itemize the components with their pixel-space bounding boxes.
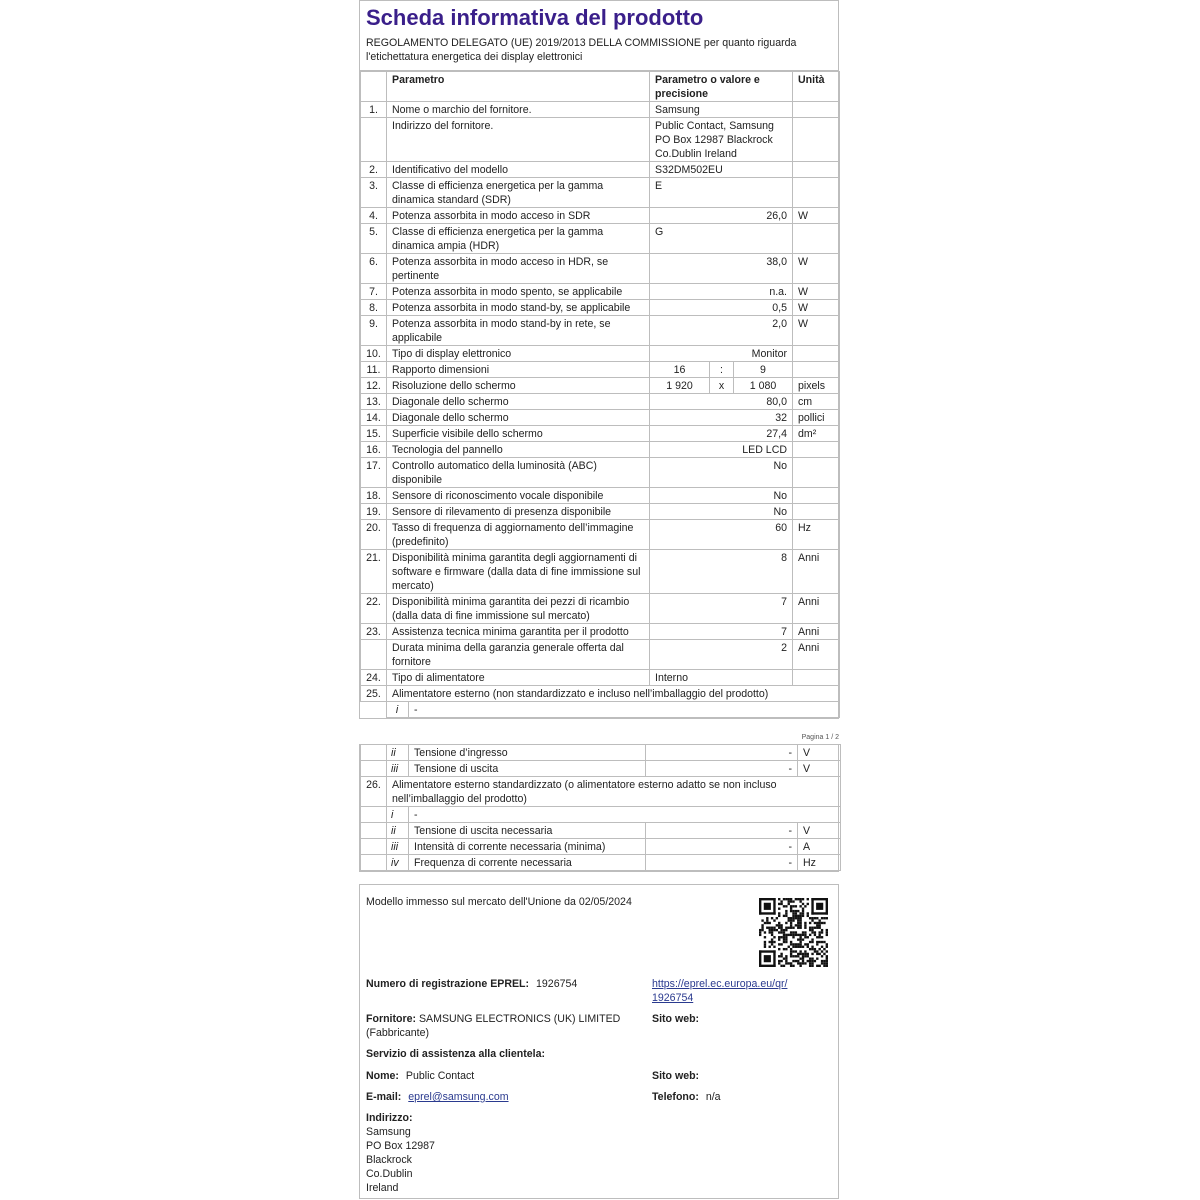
table-row [361, 823, 841, 839]
row-number: 21. [361, 550, 387, 594]
page-number: Pagina 1 / 2 [801, 734, 839, 741]
address-line: Blackrock [366, 1154, 412, 1166]
row-unit [793, 118, 840, 162]
row-parameter: Assistenza tecnica minima garantita per il prodotto [387, 624, 650, 640]
row-parameter: Potenza assorbita in modo stand-by in rete, se applicabile [387, 316, 650, 346]
row-number: 10. [361, 346, 387, 362]
row-unit: W [793, 254, 840, 284]
row-value: 60 [650, 520, 793, 550]
row-unit [793, 178, 840, 208]
row-value: No [650, 504, 793, 520]
row-number [361, 761, 387, 777]
row-value: 80,0 [650, 394, 793, 410]
row-unit: Anni [793, 640, 840, 670]
table-row [361, 442, 840, 458]
row-value: n.a. [650, 284, 793, 300]
sub-row-value: - [414, 704, 418, 716]
row-number: 4. [361, 208, 387, 224]
row-value: 38,0 [650, 254, 793, 284]
row-number [361, 640, 387, 670]
row-unit [793, 102, 840, 118]
address-line: PO Box 12987 [366, 1140, 435, 1152]
table-row [361, 118, 840, 162]
roman-numeral: ii [387, 823, 409, 839]
row-value-a: 16 [650, 362, 710, 378]
table-row [361, 670, 840, 686]
row-unit: A [798, 839, 841, 855]
row-parameter: Potenza assorbita in modo acceso in HDR, se pertinente [387, 254, 650, 284]
row-parameter: Potenza assorbita in modo stand-by, se applicabile [387, 300, 650, 316]
product-sheet-page-1 [359, 0, 839, 719]
table-row [361, 624, 840, 640]
table-header-row [361, 72, 840, 102]
row-unit: pollici [793, 410, 840, 426]
power-supply-table [360, 744, 841, 871]
name-value: Public Contact [405, 1070, 475, 1082]
row-unit [793, 162, 840, 178]
table-row [361, 178, 840, 208]
row-number: 6. [361, 254, 387, 284]
placed-on-market-text: Modello immesso sul mercato dell'Unione da 02/05/2024 [366, 896, 632, 908]
row-value: S32DM502EU [650, 162, 793, 178]
row-parameter: Classe di efficienza energetica per la gamma dinamica ampia (HDR) [387, 224, 650, 254]
product-sheet-page-2 [359, 744, 839, 872]
table-row [361, 426, 840, 442]
row-number: 8. [361, 300, 387, 316]
table-row [361, 346, 840, 362]
row-unit [793, 488, 840, 504]
row-number [361, 855, 387, 871]
row-number: 3. [361, 178, 387, 208]
website-label: Sito web: [652, 1013, 700, 1025]
row-number: 18. [361, 488, 387, 504]
roman-numeral: i [387, 702, 409, 717]
table-row [361, 488, 840, 504]
registration-info-panel [359, 884, 839, 1199]
website-label-2: Sito web: [652, 1070, 700, 1082]
row-value-a: 1 920 [650, 378, 710, 394]
table-row [361, 362, 840, 378]
row-value: 8 [650, 550, 793, 594]
row-parameter: Tipo di alimentatore [387, 670, 650, 686]
customer-service-heading: Servizio di assistenza alla clientela: [366, 1048, 545, 1060]
table-row [361, 640, 840, 670]
header-value: Parametro o valore e precisione [650, 72, 793, 102]
row-parameter: Identificativo del modello [387, 162, 650, 178]
row-number: 11. [361, 362, 387, 378]
row-value: - [646, 745, 798, 761]
name-label: Nome: [366, 1070, 399, 1082]
row-unit [793, 346, 840, 362]
row-value: Samsung [650, 102, 793, 118]
row-unit: W [793, 208, 840, 224]
row-unit: V [798, 745, 841, 761]
row-unit [793, 362, 840, 378]
row-value: 32 [650, 410, 793, 426]
table-row [361, 686, 840, 702]
page-title: Scheda informativa del prodotto [366, 5, 704, 30]
row-parameter: Sensore di rilevamento di presenza disponibile [387, 504, 650, 520]
row-unit: dm² [793, 426, 840, 442]
row-number: 15. [361, 426, 387, 442]
row-value: 7 [650, 624, 793, 640]
row-parameter: Intensità di corrente necessaria (minima) [409, 839, 646, 855]
row-number [361, 118, 387, 162]
row-unit [793, 504, 840, 520]
row-number: 9. [361, 316, 387, 346]
row-value: 27,4 [650, 426, 793, 442]
sub-row-cell [387, 702, 840, 718]
row-number: 20. [361, 520, 387, 550]
table-row [361, 520, 840, 550]
table-row [361, 855, 841, 871]
row-number: 19. [361, 504, 387, 520]
roman-numeral: i [387, 807, 409, 823]
row-parameter: Tensione d’ingresso [409, 745, 646, 761]
roman-numeral: iii [387, 839, 409, 855]
row-value-sep: : [710, 362, 734, 378]
email-link[interactable]: eprel@samsung.com [408, 1091, 509, 1103]
row-number: 14. [361, 410, 387, 426]
row-parameter: Tasso di frequenza di aggiornamento dell’immagine (predefinito) [387, 520, 650, 550]
row-parameter: Superficie visibile dello schermo [387, 426, 650, 442]
row-unit [793, 458, 840, 488]
table-row [361, 394, 840, 410]
row-value: No [650, 488, 793, 504]
row-unit: V [798, 761, 841, 777]
row-number: 12. [361, 378, 387, 394]
row-value: - [646, 823, 798, 839]
table-row [361, 594, 840, 624]
header-unit: Unità [793, 72, 840, 102]
header-param: Parametro [387, 72, 650, 102]
roman-numeral: iii [387, 761, 409, 777]
row-unit: Hz [798, 855, 841, 871]
table-row [361, 839, 841, 855]
row-parameter: Controllo automatico della luminosità (ABC) disponibile [387, 458, 650, 488]
row-number: 25. [361, 686, 387, 702]
row-value-sep: x [710, 378, 734, 394]
table-row [361, 284, 840, 300]
email-label: E-mail: [366, 1091, 402, 1103]
row-parameter: Disponibilità minima garantita degli aggiornamenti di software e firmware (dalla data di fine immissione sul mercato) [387, 550, 650, 594]
row-value: 7 [650, 594, 793, 624]
row-parameter: Tensione di uscita necessaria [409, 823, 646, 839]
row-parameter: Risoluzione dello schermo [387, 378, 650, 394]
row-parameter: Potenza assorbita in modo spento, se applicabile [387, 284, 650, 300]
row-value: 26,0 [650, 208, 793, 224]
row-value: LED LCD [650, 442, 793, 458]
row-unit: W [793, 316, 840, 346]
sheet-header [360, 1, 838, 71]
row-value: Public Contact, Samsung PO Box 12987 Blackrock Co.Dublin Ireland [650, 118, 793, 162]
row-unit [793, 670, 840, 686]
address-line: Samsung [366, 1126, 411, 1138]
row-parameter: Tecnologia del pannello [387, 442, 650, 458]
row-number [361, 807, 387, 823]
row-parameter: Sensore di riconoscimento vocale disponibile [387, 488, 650, 504]
row-value: E [650, 178, 793, 208]
sub-row-value: - [409, 807, 841, 823]
roman-numeral: ii [387, 745, 409, 761]
row-parameter: Diagonale dello schermo [387, 410, 650, 426]
row-number [361, 702, 387, 718]
table-row [361, 504, 840, 520]
table-row [361, 208, 840, 224]
row-parameter: Diagonale dello schermo [387, 394, 650, 410]
supplier-label: Fornitore: [366, 1013, 417, 1025]
row-value: 2 [650, 640, 793, 670]
row-value: G [650, 224, 793, 254]
eprel-value: 1926754 [536, 978, 578, 990]
row-unit: pixels [793, 378, 840, 394]
row-unit: Anni [793, 594, 840, 624]
row-parameter: Alimentatore esterno (non standardizzato e incluso nell’imballaggio del prodotto) [387, 686, 840, 702]
row-unit: cm [793, 394, 840, 410]
table-row [361, 410, 840, 426]
row-unit: Anni [793, 624, 840, 640]
row-number: 16. [361, 442, 387, 458]
row-parameter: Classe di efficienza energetica per la gamma dinamica standard (SDR) [387, 178, 650, 208]
row-unit [793, 224, 840, 254]
row-unit: W [793, 284, 840, 300]
table-row [361, 702, 840, 718]
row-unit [793, 442, 840, 458]
table-row [361, 224, 840, 254]
row-parameter: Tensione di uscita [409, 761, 646, 777]
row-value: 2,0 [650, 316, 793, 346]
row-number: 26. [361, 777, 387, 807]
row-parameter: Disponibilità minima garantita dei pezzi di ricambio (dalla data di fine immissione sul mercato) [387, 594, 650, 624]
table-row [361, 550, 840, 594]
row-parameter: Potenza assorbita in modo acceso in SDR [387, 208, 650, 224]
row-value: No [650, 458, 793, 488]
row-number: 13. [361, 394, 387, 410]
row-value: Monitor [650, 346, 793, 362]
row-number: 7. [361, 284, 387, 300]
row-value: Interno [650, 670, 793, 686]
qr-code-icon[interactable] [759, 898, 828, 967]
row-number: 1. [361, 102, 387, 118]
row-value: - [646, 839, 798, 855]
row-parameter: Frequenza di corrente necessaria [409, 855, 646, 871]
row-value: - [646, 761, 798, 777]
table-row [361, 761, 841, 777]
row-number [361, 745, 387, 761]
row-value-b: 1 080 [734, 378, 793, 394]
row-unit: V [798, 823, 841, 839]
row-unit: W [793, 300, 840, 316]
row-parameter: Durata minima della garanzia generale offerta dal fornitore [387, 640, 650, 670]
row-value-b: 9 [734, 362, 793, 378]
row-unit: Anni [793, 550, 840, 594]
table-row [361, 378, 840, 394]
regulation-text: REGOLAMENTO DELEGATO (UE) 2019/2013 DELLA COMMISSIONE per quanto riguarda l'etichettatura energetica dei display elettronici [366, 37, 797, 63]
row-number: 2. [361, 162, 387, 178]
row-parameter: Tipo di display elettronico [387, 346, 650, 362]
row-number [361, 839, 387, 855]
eprel-link[interactable]: https://eprel.ec.europa.eu/qr/1926754 [652, 978, 788, 1004]
address-label: Indirizzo: [366, 1112, 413, 1124]
address-line: Ireland [366, 1182, 399, 1194]
table-row [361, 300, 840, 316]
row-value: - [646, 855, 798, 871]
row-value: 0,5 [650, 300, 793, 316]
table-row [361, 745, 841, 761]
row-parameter: Alimentatore esterno standardizzato (o alimentatore esterno adatto se non incluso nell’imballaggio del prodotto) [387, 777, 841, 807]
table-row [361, 458, 840, 488]
row-parameter: Rapporto dimensioni [387, 362, 650, 378]
supplier-value: SAMSUNG ELECTRONICS (UK) LIMITED (Fabbricante) [366, 1013, 621, 1039]
row-number: 24. [361, 670, 387, 686]
row-number [361, 823, 387, 839]
address-block [366, 1111, 435, 1195]
table-row [361, 316, 840, 346]
row-unit: Hz [793, 520, 840, 550]
roman-numeral: iv [387, 855, 409, 871]
row-number: 5. [361, 224, 387, 254]
address-line: Co.Dublin [366, 1168, 413, 1180]
row-number: 17. [361, 458, 387, 488]
row-parameter: Nome o marchio del fornitore. [387, 102, 650, 118]
eprel-label: Numero di registrazione EPREL: [366, 978, 530, 990]
parameters-table [360, 71, 840, 718]
phone-value: n/a [705, 1091, 721, 1103]
table-row [361, 102, 840, 118]
phone-label: Telefono: [652, 1091, 699, 1103]
row-number: 23. [361, 624, 387, 640]
table-row [361, 777, 841, 807]
row-number: 22. [361, 594, 387, 624]
table-row [361, 162, 840, 178]
table-row [361, 807, 841, 823]
row-parameter: Indirizzo del fornitore. [387, 118, 650, 162]
table-row [361, 254, 840, 284]
